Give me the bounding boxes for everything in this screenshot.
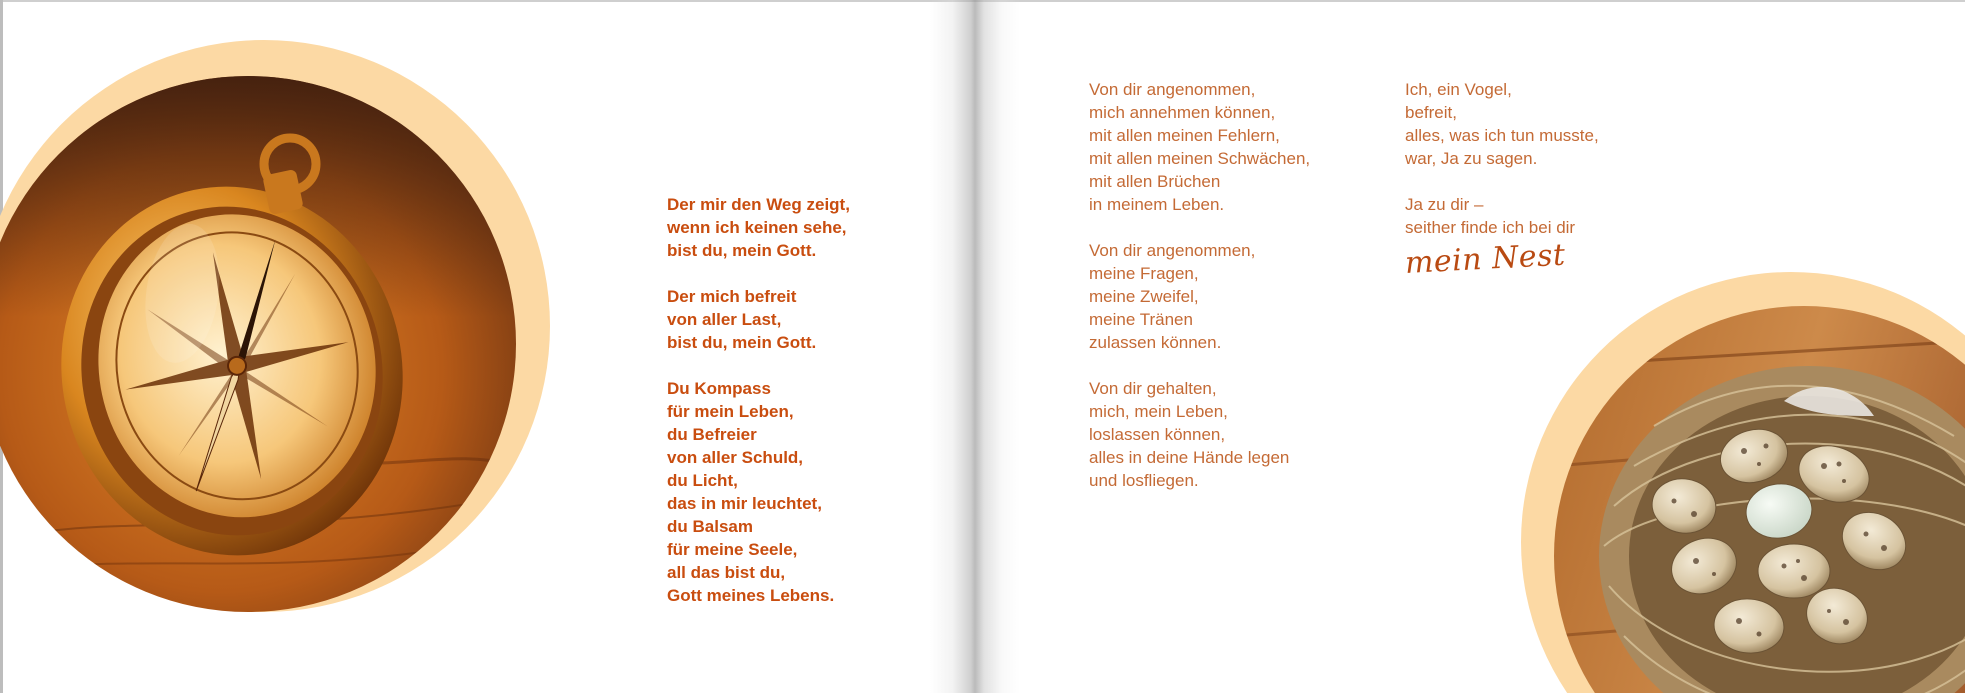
poem-line: Gott meines Lebens. <box>667 586 835 605</box>
poem-left-stanza <box>667 377 947 607</box>
poem-line: du Befreier <box>667 425 757 444</box>
compass-photo <box>0 76 516 612</box>
poem-line: du Balsam <box>667 517 753 536</box>
poem-line: loslassen können, <box>1089 425 1226 444</box>
poem-right-stanza <box>1405 78 1705 170</box>
poem-line: Ich, ein Vogel, <box>1405 80 1512 99</box>
poem-line: das in mir leuchtet, <box>667 494 822 513</box>
poem-line: bist du, mein Gott. <box>667 333 817 352</box>
poem-line: wenn ich keinen sehe, <box>667 218 847 237</box>
poem-line: für meine Seele, <box>667 540 798 559</box>
poem-line: Der mir den Weg zeigt, <box>667 195 850 214</box>
poem-line: meine Zweifel, <box>1089 287 1199 306</box>
poem-right-stanza <box>1089 78 1389 216</box>
poem-line: mit allen Brüchen <box>1089 172 1221 191</box>
poem-line: und losfliegen. <box>1089 471 1199 490</box>
poem-line: Der mich befreit <box>667 287 797 306</box>
poem-right-column-1 <box>1089 78 1389 515</box>
poem-line: bist du, mein Gott. <box>667 241 817 260</box>
poem-line: du Licht, <box>667 471 738 490</box>
poem-line: Von dir angenommen, <box>1089 80 1256 99</box>
poem-left-stanza <box>667 193 947 262</box>
poem-line: befreit, <box>1405 103 1457 122</box>
script-word-mein-nest: mein Nest <box>1404 237 1567 281</box>
poem-line: alles, was ich tun musste, <box>1405 126 1599 145</box>
poem-line: meine Tränen <box>1089 310 1193 329</box>
poem-line: war, Ja zu sagen. <box>1405 149 1538 168</box>
poem-line: Ja zu dir – <box>1405 195 1484 214</box>
poem-line: in meinem Leben. <box>1089 195 1225 214</box>
poem-line: mich annehmen können, <box>1089 103 1276 122</box>
poem-line: Du Kompass <box>667 379 771 398</box>
poem-line: Von dir gehalten, <box>1089 379 1217 398</box>
poem-right-column-2 <box>1405 78 1705 262</box>
poem-line: mit allen meinen Schwächen, <box>1089 149 1311 168</box>
poem-line: von aller Last, <box>667 310 782 329</box>
poem-line: alles in deine Hände legen <box>1089 448 1290 467</box>
poem-line: für mein Leben, <box>667 402 794 421</box>
poem-line: mich, mein Leben, <box>1089 402 1228 421</box>
poem-line: all das bist du, <box>667 563 786 582</box>
poem-right-stanza <box>1089 239 1389 354</box>
poem-line: seither finde ich bei dir <box>1405 218 1576 237</box>
poem-right-stanza <box>1089 377 1389 492</box>
poem-line: meine Fragen, <box>1089 264 1199 283</box>
compass-illustration <box>0 76 516 612</box>
poem-line: mit allen meinen Fehlern, <box>1089 126 1280 145</box>
poem-left <box>667 193 947 630</box>
poem-left-stanza <box>667 285 947 354</box>
poem-line: zulassen können. <box>1089 333 1222 352</box>
poem-line: Von dir angenommen, <box>1089 241 1256 260</box>
poem-right-stanza <box>1405 193 1705 239</box>
poem-line: von aller Schuld, <box>667 448 804 467</box>
